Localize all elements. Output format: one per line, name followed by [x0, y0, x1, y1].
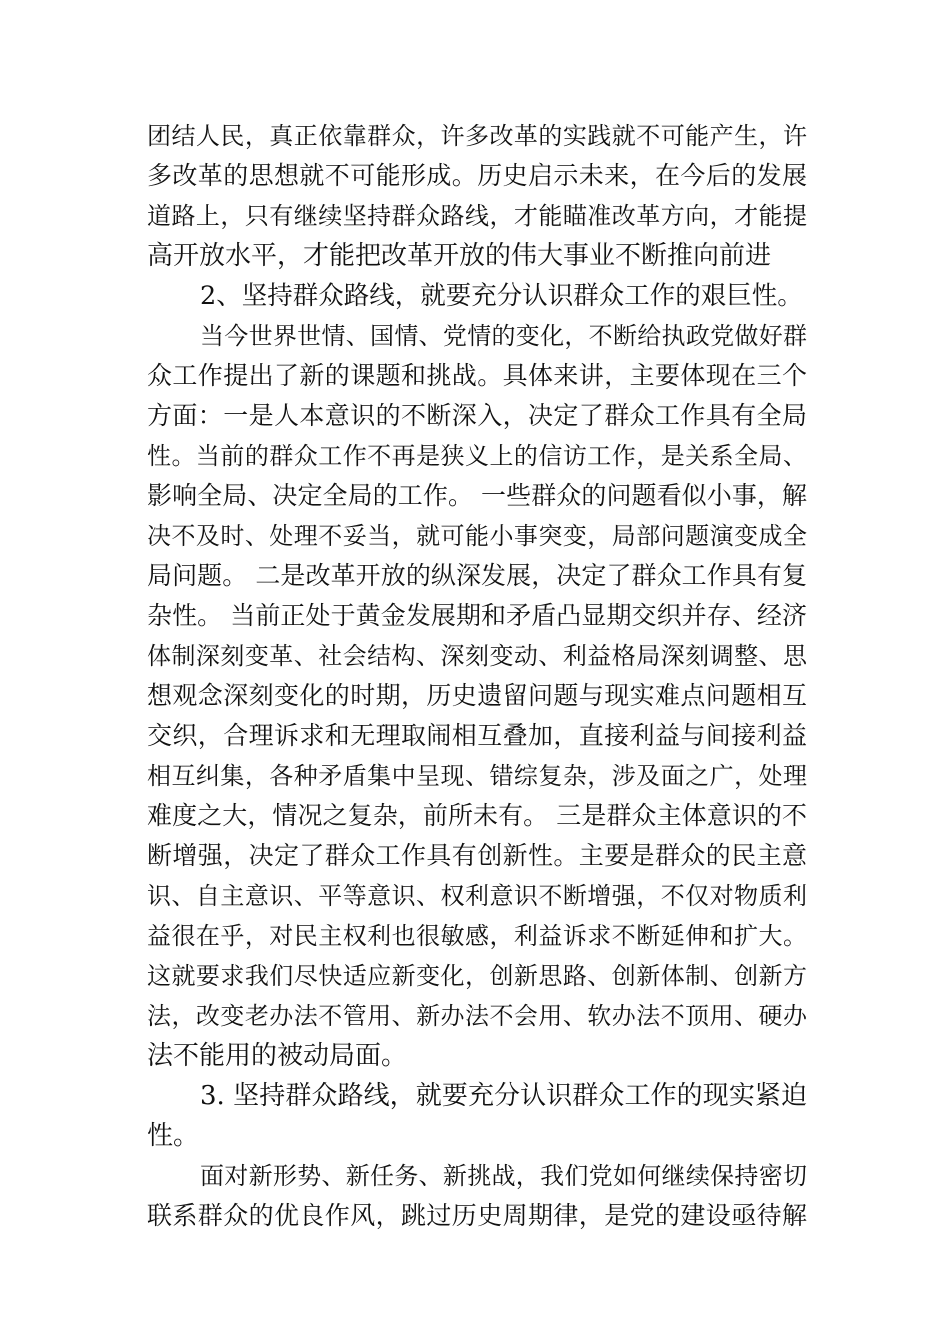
- section-heading: 2、坚持群众路线，就要充分认识群众工作的艰巨性。: [200, 281, 803, 311]
- text-line: 当今世界世情、国情、党情的变化，不断给执政党做好群: [200, 322, 807, 350]
- text-line: 团结人民，真正依靠群众，许多改革的实践就不可能产生，许: [147, 122, 807, 150]
- text-line: 相互纠集，各种矛盾集中呈现、错综复杂，涉及面之广，处理: [147, 762, 807, 790]
- text-line: 交织，合理诉求和无理取闹相互叠加，直接利益与间接利益: [147, 721, 807, 750]
- text-line: 方面：一是人本意识的不断深入，决定了群众工作具有全局: [147, 401, 807, 430]
- text-line: 联系群众的优良作风，跳过历史周期律，是党的建设亟待解: [147, 1201, 807, 1230]
- text-line: 断增强，决定了群众工作具有创新性。主要是群众的民主意: [147, 841, 807, 870]
- text-line: 多改革的思想就不可能形成。历史启示未来，在今后的发展: [147, 161, 807, 190]
- text-line: 识、自主意识、平等意识、权利意识不断增强，不仅对物质利: [147, 882, 807, 910]
- text-line: 这就要求我们尽快适应新变化，创新思路、创新体制、创新方: [147, 962, 807, 990]
- text-line: 影响全局、决定全局的工作。 一些群众的问题看似小事，解: [147, 481, 807, 510]
- text-line: 难度之大，情况之复杂，前所未有。 三是群众主体意识的不: [147, 801, 807, 830]
- text-line: 高开放水平，才能把改革开放的伟大事业不断推向前进: [147, 241, 772, 271]
- text-line: 想观念深刻变化的时期，历史遗留问题与现实难点问题相互: [147, 681, 807, 710]
- text-line: 众工作提出了新的课题和挑战。具体来讲，主要体现在三个: [147, 361, 807, 390]
- text-line: 法不能用的被动局面。: [147, 1041, 408, 1071]
- text-line: 面对新形势、新任务、新挑战，我们党如何继续保持密切: [200, 1162, 807, 1190]
- section-heading-continued: 性。: [147, 1121, 200, 1151]
- text-line: 决不及时、处理不妥当，就可能小事突变，局部问题演变成全: [147, 522, 807, 550]
- text-line: 局问题。 二是改革开放的纵深发展，决定了群众工作具有复: [147, 561, 807, 590]
- text-line: 道路上，只有继续坚持群众路线，才能瞄准改革方向，才能提: [147, 202, 807, 230]
- text-line: 益很在乎，对民主权利也很敏感，利益诉求不断延伸和扩大。: [147, 922, 807, 950]
- text-line: 法，改变老办法不管用、新办法不会用、软办法不顶用、硬办: [147, 1002, 807, 1030]
- text-line: 性。当前的群众工作不再是狭义上的信访工作，是关系全局、: [147, 442, 807, 470]
- text-line: 体制深刻变革、社会结构、深刻变动、利益格局深刻调整、思: [147, 642, 807, 670]
- section-heading: 3. 坚持群众路线，就要充分认识群众工作的现实紧迫: [200, 1081, 807, 1111]
- text-line: 杂性。 当前正处于黄金发展期和矛盾凸显期交织并存、经济: [147, 601, 807, 630]
